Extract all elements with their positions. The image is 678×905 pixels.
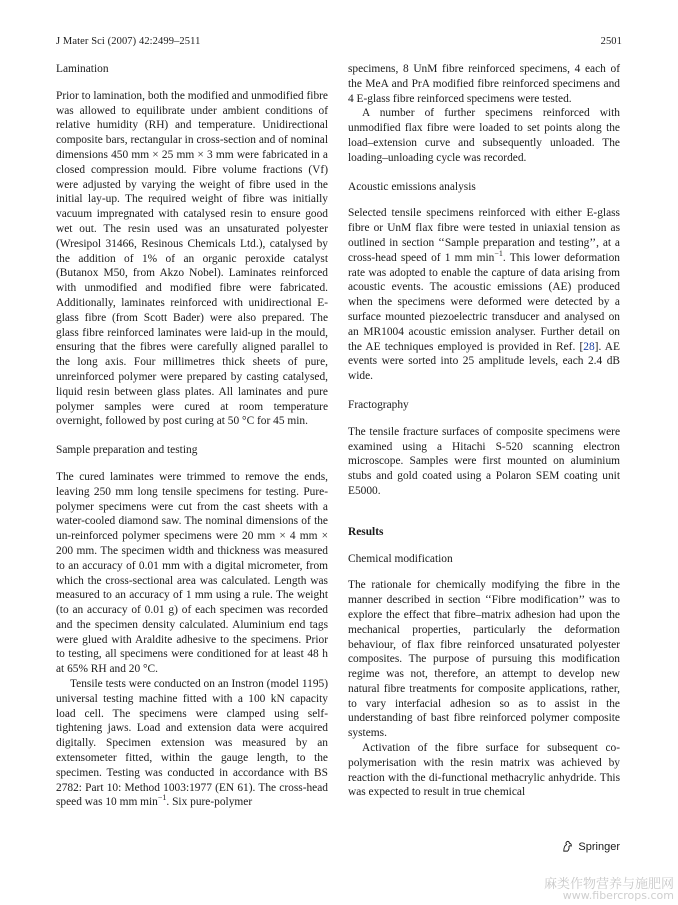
section-heading-lamination: Lamination bbox=[56, 63, 109, 75]
running-header bbox=[56, 36, 622, 47]
left-column bbox=[56, 62, 328, 810]
page-number: 2501 bbox=[600, 36, 622, 47]
publisher-footer bbox=[561, 840, 620, 853]
publisher-name: Springer bbox=[578, 840, 620, 853]
section-heading-chemical-modification: Chemical modification bbox=[348, 552, 453, 565]
paragraph-loading-unloading: A number of further specimens reinforced with unmodified flax fibre were loaded to set points along the load–extension curve and subsequently unloaded. The loading–unloading cycle was recorded. bbox=[348, 107, 620, 164]
paragraph-lamination: Prior to lamination, both the modified and unmodified fibre was allowed to equilibrate under ambient conditions of relative humidity (RH) and temperature. Unidirectional composite bars, rectangular in cross-section and of nominal dimensions 450 mm × 25 mm × 3 mm were fabricated in a closed compression mould. Fibre volume fractions (Vf) were adjusted by varying the weight of fibre used in the initial lay-up. The required weight of fibre was initially vacuum impregnated with catalysed resin to ensure good wet out. The resin used was an unsaturated polyester (Wresipol 31466, Resinous Chemicals Ltd.), catalysed by the addition of 1% of an organic peroxide catalyst (Butanox M50, from Akzo Nobel). Laminates reinforced with unmodified and modified fibre were fabricated. Additionally, laminates reinforced with unidirectional E-glass fibre (from Scott Bader) were also prepared. The glass fibre reinforced laminates were laid-up in the mould, ensuring that the fibres were carefully aligned parallel to the long axis. Four millimetres thick sheets of pure, unreinforced polymer were prepared by casting catalysed, liquid resin between glass plates. All laminates and pure polymer samples were cured at room temperature overnight, followed by post curing at 50 °C for 45 min. bbox=[56, 89, 328, 428]
paragraph-continued: specimens, 8 UnM fibre reinforced specimens, 4 each of the MeA and PrA modified fibre reinforced specimens and 4 E-glass fibre reinforced specimens were tested. bbox=[348, 63, 620, 105]
right-column bbox=[348, 62, 620, 800]
section-heading-acoustic-emissions: Acoustic emissions analysis bbox=[348, 180, 476, 193]
springer-horse-icon bbox=[561, 840, 574, 853]
journal-citation: J Mater Sci (2007) 42:2499–2511 bbox=[56, 36, 201, 47]
paragraph-sample-preparation-2: Tensile tests were conducted on an Instron (model 1195) universal testing machine fitted with a 100 kN capacity load cell. The specimens were clamped using self-tightening jaws. Load and extension data were acquired digitally. Specimen extension was measured by an extensometer fitted, within the gauge length, to the specimen. Testing was conducted in accordance with BS 2782: Part 10: Method 1003:1977 (EN 61). The cross-head speed was 10 mm $\min^{-1}$. Six pure-polymer bbox=[56, 678, 328, 809]
section-heading-results: Results bbox=[348, 525, 384, 538]
watermark-url: www.fibercrops.com bbox=[562, 889, 674, 902]
paragraph-sample-preparation-1: The cured laminates were trimmed to remove the ends, leaving 250 mm long tensile specimens for testing. Pure-polymer specimens were cut from the cast sheets with a water-cooled diamond saw. The nominal dimensions of the un-reinforced polymer specimens were 20 mm × 4 mm × 200 mm. The specimen width and thickness was measured to an accuracy of 0.01 mm with a digital micrometer, from which the cross-sectional area was calculated. Length was measured to an accuracy of 1 mm using a rule. The weight (to an accuracy of 0.01 g) of each specimen was recorded and the specimen density calculated. Aluminium end tags were glued with Araldite adhesive to the specimens. Prior to testing, all specimens were conditioned for at least 48 h at 65% RH and 20 °C. bbox=[56, 470, 328, 676]
paragraph-chemical-modification-2: Activation of the fibre surface for subsequent co-polymerisation with the resin matrix was achieved by reaction with the di-functional methacrylic anhydride. This was expected to result in true chemical bbox=[348, 742, 620, 799]
paragraph-chemical-modification-1: The rationale for chemically modifying the fibre in the manner described in section ‘‘Fibre modification’’ was to explore the effect that fibre–matrix adhesion had upon the mechanical properties, particularly the deformation behaviour, of flax fibre reinforced unsaturated polyester composites. The purpose of pursuing this modification regime was not, therefore, an attempt to develop new natural fibre treatments for composite applications, rather, to vary interfacial adhesion so as to assist in the understanding of bast fibre reinforced polymer composite systems. bbox=[348, 579, 620, 740]
section-heading-fractography: Fractography bbox=[348, 398, 409, 411]
section-heading-sample-preparation: Sample preparation and testing bbox=[56, 444, 198, 457]
watermark-text: 麻类作物营养与施肥网 bbox=[543, 877, 674, 892]
reference-link[interactable]: 28 bbox=[583, 340, 595, 353]
paragraph-fractography: The tensile fracture surfaces of composite specimens were examined using a Hitachi S-520 scanning electron microscope. Samples were first mounted on aluminium stubs and gold coated using a Polaron SEM coating unit E5000. bbox=[348, 425, 620, 497]
paragraph-acoustic-emissions: Selected tensile specimens reinforced with either E-glass fibre or UnM flax fibre were tested in uniaxial tension as outlined in section ‘‘Sample preparation and testing’’, at a cross-head speed of 1 mm $\min^{-1}$. This lower deformation rate was adopted to enable the capture of data arising from acoustic events. The acoustic emissions (AE) produced when the specimens were deformed were detected by a surface mounted piezoelectric transducer and analysed on an MR1004 acoustic emission analyser. Further detail on the AE techniques employed is provided in Ref. [28]. AE events were sorted into 25 amplitude levels, each 2.4 dB wide. bbox=[348, 207, 620, 383]
